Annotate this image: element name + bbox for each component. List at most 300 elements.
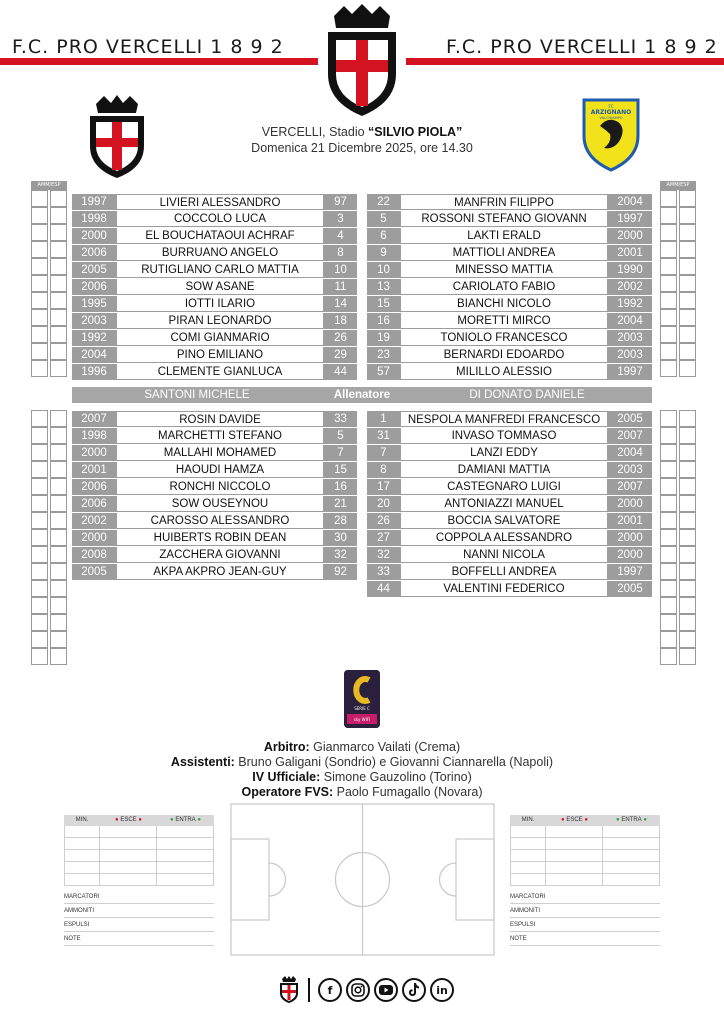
linkedin-icon[interactable]: in [430, 978, 454, 1002]
coach-label: Allenatore [333, 389, 391, 401]
card-box[interactable] [31, 495, 48, 512]
card-box[interactable] [31, 309, 48, 326]
player-birth-year: 2001 [72, 462, 116, 478]
subs-cell[interactable] [64, 838, 100, 850]
home-starter-player-row [72, 347, 357, 363]
player-birth-year: 2000 [608, 547, 652, 563]
card-box[interactable] [660, 631, 677, 648]
home-starter-player-row [72, 262, 357, 278]
card-box[interactable] [50, 343, 67, 360]
home-bench-player-row [72, 547, 357, 563]
away-bench-player-row [367, 462, 652, 478]
subs-cell[interactable] [64, 850, 100, 862]
subs-cell[interactable] [546, 826, 603, 838]
card-box[interactable] [50, 478, 67, 495]
player-birth-year: 2001 [608, 245, 652, 261]
player-name: COCCOLO LUCA [116, 211, 324, 227]
player-number: 21 [324, 496, 357, 512]
subs-cell[interactable] [157, 850, 214, 862]
player-number: 33 [324, 411, 357, 427]
player-number: 22 [367, 194, 400, 210]
card-box[interactable] [679, 614, 696, 631]
player-birth-year: 1998 [72, 211, 116, 227]
subs-cell[interactable] [510, 838, 546, 850]
player-birth-year: 2004 [608, 313, 652, 329]
away-cards-column-starters [660, 181, 696, 377]
card-box[interactable] [660, 360, 677, 377]
card-box[interactable] [660, 241, 677, 258]
away-bench-player-row [367, 530, 652, 546]
away-bench-player-row [367, 411, 652, 427]
card-box[interactable] [679, 190, 696, 207]
card-box[interactable] [679, 224, 696, 241]
player-number: 6 [367, 228, 400, 244]
card-box[interactable] [31, 563, 48, 580]
card-box[interactable] [31, 241, 48, 258]
player-number: 26 [324, 330, 357, 346]
fourth-official-label: IV Ufficiale: [252, 770, 321, 784]
card-box[interactable] [679, 360, 696, 377]
tiktok-icon[interactable] [402, 978, 426, 1002]
card-box[interactable] [660, 292, 677, 309]
player-number: 97 [324, 194, 357, 210]
away-starter-player-row [367, 279, 652, 295]
subs-cell[interactable] [510, 826, 546, 838]
card-box[interactable] [31, 427, 48, 444]
player-birth-year: 2003 [608, 347, 652, 363]
min-column-label: MIN. [75, 817, 89, 823]
player-number: 44 [367, 581, 400, 597]
sent-off-line[interactable]: ESPULSI [510, 918, 660, 932]
card-box[interactable] [660, 495, 677, 512]
player-number: 8 [324, 245, 357, 261]
subs-cell[interactable] [64, 874, 100, 886]
subs-cell[interactable] [64, 826, 100, 838]
card-box[interactable] [679, 631, 696, 648]
card-box[interactable] [31, 631, 48, 648]
venue-stadium: “SILVIO PIOLA” [368, 125, 463, 139]
card-box[interactable] [660, 580, 677, 597]
player-birth-year: 2000 [72, 228, 116, 244]
player-name: RUTIGLIANO CARLO MATTIA [116, 262, 324, 278]
subs-cell[interactable] [546, 862, 603, 874]
card-box[interactable] [660, 444, 677, 461]
min-column-label: MIN. [521, 817, 535, 823]
card-box[interactable] [50, 258, 67, 275]
player-number: 15 [367, 296, 400, 312]
card-box[interactable] [660, 461, 677, 478]
player-birth-year: 2006 [72, 479, 116, 495]
player-birth-year: 1996 [72, 364, 116, 380]
match-datetime: Domenica 21 Dicembre 2025, ore 14.30 [251, 141, 473, 155]
player-name: RONCHI NICCOLO [116, 479, 324, 495]
player-name: DAMIANI MATTIA [400, 462, 608, 478]
player-birth-year: 1990 [608, 262, 652, 278]
subs-cell[interactable] [546, 850, 603, 862]
player-number: 10 [324, 262, 357, 278]
card-box[interactable] [660, 410, 677, 427]
serie-c-label: SERIE C [354, 706, 370, 711]
card-box[interactable] [31, 410, 48, 427]
subs-cell[interactable] [603, 838, 660, 850]
out-arrow-icon: ● [115, 817, 119, 823]
card-box[interactable] [31, 343, 48, 360]
player-name: AKPA AKPRO JEAN-GUY [116, 564, 324, 580]
out-arrow-icon: ● [584, 817, 588, 823]
away-crest-text-top: FC [608, 104, 614, 109]
home-crest-icon [84, 94, 150, 180]
subs-cell[interactable] [100, 838, 157, 850]
player-name: CARIOLATO FABIO [400, 279, 608, 295]
card-box[interactable] [31, 190, 48, 207]
subs-cell[interactable] [510, 862, 546, 874]
card-box[interactable] [31, 275, 48, 292]
player-birth-year: 2003 [72, 313, 116, 329]
card-box[interactable] [31, 258, 48, 275]
subs-cell[interactable] [100, 826, 157, 838]
player-birth-year: 2006 [72, 496, 116, 512]
subs-cell[interactable] [157, 862, 214, 874]
player-birth-year: 2007 [608, 428, 652, 444]
subs-cell[interactable] [157, 874, 214, 886]
card-box[interactable] [660, 326, 677, 343]
player-number: 5 [367, 211, 400, 227]
subs-cell[interactable] [157, 838, 214, 850]
out-arrow-icon: ● [561, 817, 565, 823]
player-number: 92 [324, 564, 357, 580]
player-name: MANFRIN FILIPPO [400, 194, 608, 210]
subs-cell[interactable] [100, 874, 157, 886]
card-box[interactable] [679, 444, 696, 461]
card-box[interactable] [660, 309, 677, 326]
away-starter-player-row [367, 313, 652, 329]
player-name: SOW ASANE [116, 279, 324, 295]
card-box[interactable] [679, 326, 696, 343]
player-name: BOFFELLI ANDREA [400, 564, 608, 580]
player-number: 17 [367, 479, 400, 495]
player-name: COMI GIANMARIO [116, 330, 324, 346]
home-starter-player-row [72, 364, 357, 380]
away-bench-player-row [367, 496, 652, 512]
home-starter-player-row [72, 330, 357, 346]
card-box[interactable] [660, 224, 677, 241]
player-number: 29 [324, 347, 357, 363]
out-column-label: ● ESCE ● [100, 815, 157, 826]
away-bench-player-row [367, 445, 652, 461]
notes-line[interactable]: NOTE [510, 932, 660, 946]
away-starter-player-row [367, 347, 652, 363]
card-box[interactable] [50, 326, 67, 343]
home-starter-player-row [72, 296, 357, 312]
player-number: 8 [367, 462, 400, 478]
home-starter-player-row [72, 245, 357, 261]
subs-cell[interactable] [64, 862, 100, 874]
player-name: HAOUDI HAMZA [116, 462, 324, 478]
player-birth-year: 2000 [72, 530, 116, 546]
player-name: TONIOLO FRANCESCO [400, 330, 608, 346]
player-number: 10 [367, 262, 400, 278]
card-box[interactable] [660, 427, 677, 444]
player-number: 30 [324, 530, 357, 546]
in-arrow-icon: ● [197, 817, 201, 823]
card-box[interactable] [660, 343, 677, 360]
player-birth-year: 2005 [608, 581, 652, 597]
out-arrow-icon: ● [138, 817, 142, 823]
player-birth-year: 2007 [608, 479, 652, 495]
player-number: 26 [367, 513, 400, 529]
away-starter-player-row [367, 194, 652, 210]
card-box[interactable] [679, 478, 696, 495]
card-box[interactable] [50, 563, 67, 580]
referee-name: Gianmarco Vailati (Crema) [309, 740, 461, 754]
player-number: 13 [367, 279, 400, 295]
card-box[interactable] [50, 190, 67, 207]
facebook-icon[interactable]: f [318, 978, 342, 1002]
player-number: 31 [367, 428, 400, 444]
card-box[interactable] [679, 512, 696, 529]
card-box[interactable] [660, 546, 677, 563]
card-box[interactable] [31, 597, 48, 614]
player-number: 1 [367, 411, 400, 427]
card-box[interactable] [50, 529, 67, 546]
card-box[interactable] [679, 410, 696, 427]
card-box[interactable] [660, 190, 677, 207]
card-box[interactable] [50, 207, 67, 224]
player-birth-year: 2005 [608, 411, 652, 427]
subs-cell[interactable] [100, 850, 157, 862]
card-box[interactable] [50, 546, 67, 563]
subs-cell[interactable] [546, 874, 603, 886]
player-birth-year: 2002 [72, 513, 116, 529]
subs-cell[interactable] [100, 862, 157, 874]
instagram-icon[interactable] [346, 978, 370, 1002]
card-box[interactable] [31, 444, 48, 461]
player-number: 14 [324, 296, 357, 312]
player-name: VALENTINI FEDERICO [400, 581, 608, 597]
subs-cell[interactable] [510, 850, 546, 862]
player-birth-year: 1992 [608, 296, 652, 312]
card-box[interactable] [50, 309, 67, 326]
club-name-left: F.C. PRO VERCELLI 1 8 9 2 [12, 36, 284, 58]
player-number: 28 [324, 513, 357, 529]
away-starter-player-row [367, 262, 652, 278]
away-starter-player-row [367, 364, 652, 380]
card-box[interactable] [50, 292, 67, 309]
card-box[interactable] [31, 326, 48, 343]
player-birth-year: 2004 [608, 445, 652, 461]
card-box[interactable] [679, 597, 696, 614]
card-box[interactable] [31, 207, 48, 224]
away-crest-text-sub: VALCHIAMPO [599, 116, 623, 120]
away-bench-player-row [367, 564, 652, 580]
card-box[interactable] [50, 410, 67, 427]
card-box[interactable] [50, 275, 67, 292]
card-box[interactable] [31, 529, 48, 546]
home-bench-player-row [72, 428, 357, 444]
subs-cell[interactable] [510, 874, 546, 886]
player-birth-year: 1998 [72, 428, 116, 444]
card-box[interactable] [679, 309, 696, 326]
card-box[interactable] [31, 478, 48, 495]
player-name: EL BOUCHATAOUI ACHRAF [116, 228, 324, 244]
player-birth-year: 2000 [608, 228, 652, 244]
player-name: COPPOLA ALESSANDRO [400, 530, 608, 546]
card-box[interactable] [50, 648, 67, 665]
card-box[interactable] [679, 563, 696, 580]
card-box[interactable] [31, 614, 48, 631]
card-box[interactable] [50, 224, 67, 241]
out-column-label: ● ESCE ● [546, 815, 603, 826]
player-name: BIANCHI NICOLO [400, 296, 608, 312]
coach-row [72, 387, 652, 403]
side-header-label: AMM/ESP [660, 181, 696, 190]
assistants-label: Assistenti: [170, 755, 235, 769]
card-box[interactable] [660, 258, 677, 275]
booked-line[interactable]: AMMONITI [510, 904, 660, 918]
card-box[interactable] [660, 597, 677, 614]
card-box[interactable] [679, 292, 696, 309]
card-box[interactable] [31, 292, 48, 309]
home-starter-player-row [72, 313, 357, 329]
home-starter-player-row [72, 279, 357, 295]
player-birth-year: 2002 [608, 279, 652, 295]
card-box[interactable] [679, 427, 696, 444]
scorers-line[interactable]: MARCATORI [64, 890, 214, 904]
in-column-label: ● ENTRA ● [157, 815, 214, 826]
card-box[interactable] [679, 275, 696, 292]
player-birth-year: 2001 [608, 513, 652, 529]
card-box[interactable] [50, 444, 67, 461]
home-cards-column-bench [31, 410, 67, 665]
sent-off-line[interactable]: ESPULSI [64, 918, 214, 932]
in-arrow-icon: ● [616, 817, 620, 823]
card-box[interactable] [31, 512, 48, 529]
player-number: 15 [324, 462, 357, 478]
home-coach: SANTONI MICHELE [144, 389, 250, 401]
player-number: 57 [367, 364, 400, 380]
youtube-icon[interactable] [374, 978, 398, 1002]
card-box[interactable] [660, 529, 677, 546]
card-box[interactable] [679, 546, 696, 563]
card-box[interactable] [660, 648, 677, 665]
player-number: 16 [324, 479, 357, 495]
referee-label: Arbitro: [263, 740, 310, 754]
side-header-label: AMM/ESP [31, 181, 67, 190]
card-box[interactable] [679, 495, 696, 512]
card-box[interactable] [50, 461, 67, 478]
officials-block [100, 740, 624, 800]
card-box[interactable] [660, 512, 677, 529]
subs-cell[interactable] [603, 862, 660, 874]
home-bench-player-row [72, 479, 357, 495]
away-cards-column-bench [660, 410, 696, 665]
player-name: LANZI EDDY [400, 445, 608, 461]
card-box[interactable] [679, 343, 696, 360]
player-name: MATTIOLI ANDREA [400, 245, 608, 261]
player-birth-year: 2004 [72, 347, 116, 363]
card-box[interactable] [50, 427, 67, 444]
player-number: 32 [324, 547, 357, 563]
club-crest-icon [318, 2, 406, 120]
away-starter-player-row [367, 330, 652, 346]
player-number: 9 [367, 245, 400, 261]
card-box[interactable] [31, 224, 48, 241]
fvs-operator-name: Paolo Fumagallo (Novara) [333, 785, 483, 799]
card-box[interactable] [660, 207, 677, 224]
away-subs-table [510, 815, 660, 946]
card-box[interactable] [679, 461, 696, 478]
player-name: MARCHETTI STEFANO [116, 428, 324, 444]
player-name: PINO EMILIANO [116, 347, 324, 363]
player-birth-year: 1997 [608, 564, 652, 580]
player-name: LAKTI ERALD [400, 228, 608, 244]
card-box[interactable] [31, 648, 48, 665]
scorers-line[interactable]: MARCATORI [510, 890, 660, 904]
booked-line[interactable]: AMMONITI [64, 904, 214, 918]
pitch-diagram [230, 803, 495, 956]
card-box[interactable] [660, 275, 677, 292]
subs-cell[interactable] [157, 826, 214, 838]
card-box[interactable] [50, 597, 67, 614]
player-name: ROSSONI STEFANO GIOVANN [400, 211, 608, 227]
subs-cell[interactable] [603, 826, 660, 838]
footer-social [278, 975, 454, 1005]
card-box[interactable] [31, 580, 48, 597]
subs-cell[interactable] [603, 874, 660, 886]
serie-c-logo [344, 670, 380, 728]
card-box[interactable] [660, 563, 677, 580]
card-box[interactable] [31, 360, 48, 377]
subs-cell[interactable] [603, 850, 660, 862]
notes-line[interactable]: NOTE [64, 932, 214, 946]
away-coach: DI DONATO DANIELE [469, 389, 585, 401]
player-number: 7 [367, 445, 400, 461]
match-info [200, 124, 524, 156]
player-birth-year: 2006 [72, 279, 116, 295]
club-crest-icon [278, 976, 300, 1004]
card-box[interactable] [50, 580, 67, 597]
subs-cell[interactable] [546, 838, 603, 850]
player-birth-year: 1992 [72, 330, 116, 346]
card-box[interactable] [679, 207, 696, 224]
card-box[interactable] [679, 241, 696, 258]
player-name: MILILLO ALESSIO [400, 364, 608, 380]
card-box[interactable] [50, 495, 67, 512]
card-box[interactable] [50, 360, 67, 377]
card-box[interactable] [679, 258, 696, 275]
card-box[interactable] [679, 580, 696, 597]
home-bench-player-row [72, 496, 357, 512]
player-name: IOTTI ILARIO [116, 296, 324, 312]
card-box[interactable] [50, 241, 67, 258]
card-box[interactable] [31, 461, 48, 478]
card-box[interactable] [679, 529, 696, 546]
in-arrow-icon: ● [170, 817, 174, 823]
card-box[interactable] [660, 478, 677, 495]
away-starter-player-row [367, 228, 652, 244]
player-number: 3 [324, 211, 357, 227]
card-box[interactable] [50, 631, 67, 648]
player-name: ZACCHERA GIOVANNI [116, 547, 324, 563]
card-box[interactable] [679, 648, 696, 665]
player-number: 33 [367, 564, 400, 580]
away-starter-player-row [367, 245, 652, 261]
card-box[interactable] [50, 614, 67, 631]
card-box[interactable] [660, 614, 677, 631]
card-box[interactable] [31, 546, 48, 563]
card-box[interactable] [50, 512, 67, 529]
player-number: 27 [367, 530, 400, 546]
